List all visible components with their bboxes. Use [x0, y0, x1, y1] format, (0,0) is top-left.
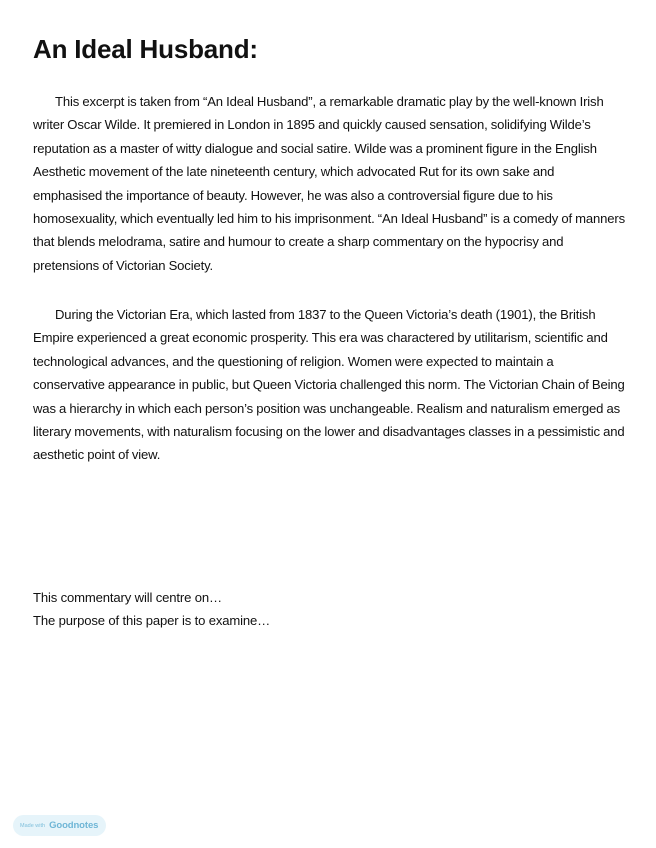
badge-brand-logo: Goodnotes [49, 820, 99, 831]
sentence-starter-commentary: This commentary will centre on… [33, 590, 222, 605]
paragraph-context: During the Victorian Era, which lasted from 1837 to the Queen Victoria’s death (1901), the British Empire experienced a great economic prosperity. This era was charactered by utilitarism, scientific and technological advances, and the questioning of religion. Women were expected to maintain a conservative appearance in public, but Queen Victoria challenged this norm. The Victorian Chain of Being was a hierarchy in which each person’s position was unchangeable. Realism and naturalism emerged as literary movements, with naturalism focusing on the lower and disadvantages classes in a pessimistic and aesthetic point of view. [33, 307, 625, 463]
badge-prefix: Made with [20, 822, 46, 829]
sentence-starter-purpose: The purpose of this paper is to examine… [33, 613, 271, 628]
paragraph-intro: This excerpt is taken from “An Ideal Husband”, a remarkable dramatic play by the well-known Irish writer Oscar Wilde. It premiered in London in 1895 and quickly caused sensation, solidifying Wilde’s reputation as a master of witty dialogue and social satire. Wilde was a prominent figure in the English Aesthetic movement of the late nineteenth century, which advocated Rut for its own sake and emphasised the importance of beauty. However, he was also a controversial figure due to his homosexuality, which eventually led him to his imprisonment. “An Ideal Husband” is a comedy of manners that blends melodrama, satire and humour to create a sharp commentary on the hypocrisy and pretensions of Victorian Society. [33, 94, 626, 273]
document-title: An Ideal Husband: [33, 34, 258, 64]
goodnotes-badge [13, 815, 106, 836]
